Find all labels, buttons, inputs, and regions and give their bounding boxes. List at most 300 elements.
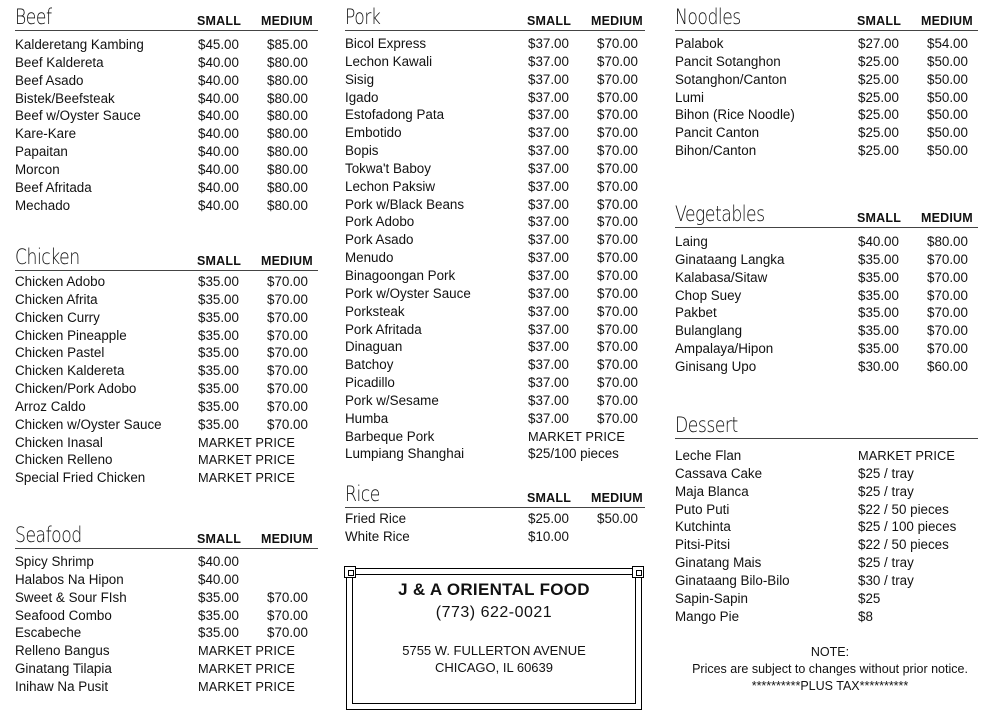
small-price: $25.00 [858, 125, 899, 141]
menu-item [15, 416, 318, 434]
medium-price: $70.00 [597, 36, 638, 51]
item-name: Chicken Adobo [15, 274, 106, 289]
medium-price: $70.00 [597, 375, 638, 391]
item-name: Lechon Paksiw [345, 178, 436, 194]
medium-price: $70.00 [267, 398, 308, 414]
item-name: Leche Flan [675, 448, 742, 463]
small-price: $35.00 [858, 287, 899, 303]
small-price: $40.00 [858, 234, 899, 249]
medium-price: $70.00 [597, 339, 638, 355]
small-price: $40.00 [198, 571, 239, 587]
item-price: MARKET PRICE [198, 643, 295, 659]
medium-price: $70.00 [597, 71, 638, 87]
item-name: Pork Adobo [345, 214, 415, 230]
medium-price: $70.00 [267, 291, 308, 307]
medium-column-header: MEDIUM [921, 211, 973, 225]
menu-item [345, 53, 645, 71]
item-name: Bistek/Beefsteak [15, 90, 115, 106]
section-header [15, 522, 318, 549]
item-name: Cassava Cake [675, 465, 763, 481]
item-price: $25 [858, 590, 881, 606]
medium-price: $70.00 [597, 196, 638, 212]
item-price: $25 / tray [858, 555, 914, 571]
item-name: Chicken Inasal [15, 434, 103, 450]
small-price: $25.00 [858, 53, 899, 69]
item-name: Laing [675, 234, 708, 249]
menu-item [15, 660, 318, 678]
section-title: Vegetables [675, 202, 765, 226]
note-text: Prices are subject to changes without prior notice. [692, 662, 968, 676]
medium-price: $70.00 [267, 309, 308, 325]
small-price: $25.00 [528, 511, 569, 526]
small-price: $35.00 [198, 363, 239, 379]
item-name: Ampalaya/Hipon [675, 341, 774, 357]
small-price: $30.00 [858, 358, 899, 374]
menu-item [345, 285, 645, 303]
medium-price: $70.00 [267, 607, 308, 623]
menu-item [345, 392, 645, 410]
small-price: $35.00 [198, 625, 239, 641]
medium-price: $70.00 [597, 178, 638, 194]
item-name: Estofadong Pata [345, 107, 445, 123]
item-name: Morcon [15, 161, 60, 177]
item-price: $25 / tray [858, 465, 914, 481]
medium-price: $70.00 [267, 416, 308, 432]
item-name: Porksteak [345, 303, 405, 319]
menu-item [15, 571, 318, 589]
menu-item [15, 380, 318, 398]
menu-item [675, 536, 978, 554]
section-noodles [675, 4, 978, 160]
menu-item [15, 589, 318, 607]
menu-item [345, 338, 645, 356]
medium-price: $70.00 [267, 363, 308, 379]
menu-item [345, 231, 645, 249]
small-price: $35.00 [198, 398, 239, 414]
item-name: Chicken Afrita [15, 291, 98, 307]
section-rice [345, 481, 645, 546]
item-name: Escabeche [15, 625, 82, 641]
menu-item [345, 303, 645, 321]
menu-item [15, 291, 318, 309]
small-price: $37.00 [528, 392, 569, 408]
small-price: $37.00 [528, 303, 569, 319]
medium-price: $70.00 [267, 589, 308, 605]
medium-column-header: MEDIUM [261, 532, 313, 546]
medium-price: $50.00 [597, 511, 638, 526]
menu-item [345, 71, 645, 89]
item-name: Fried Rice [345, 511, 407, 526]
medium-price: $70.00 [597, 89, 638, 105]
small-price: $35.00 [858, 341, 899, 357]
small-price: $40.00 [198, 161, 239, 177]
medium-price: $70.00 [597, 321, 638, 337]
item-name: Kutchinta [675, 519, 731, 535]
medium-column-header: MEDIUM [261, 14, 313, 28]
menu-item [15, 607, 318, 625]
menu-item [345, 249, 645, 267]
medium-price: $80.00 [267, 90, 308, 106]
small-price: $35.00 [858, 269, 899, 285]
item-price: $8 [858, 608, 873, 624]
section-title: Rice [345, 482, 380, 506]
item-price: $30 / tray [858, 572, 914, 588]
medium-price: $70.00 [927, 251, 968, 267]
small-price: $25.00 [858, 107, 899, 123]
menu-item [675, 71, 978, 89]
small-column-header: SMALL [197, 254, 242, 268]
menu-item [345, 528, 645, 546]
item-price: $25/100 pieces [528, 446, 619, 462]
menu-item [15, 161, 318, 179]
small-price: $37.00 [528, 321, 569, 337]
medium-price: $80.00 [267, 72, 308, 88]
item-name: White Rice [345, 528, 410, 544]
item-name: Pork w/Sesame [345, 392, 439, 408]
item-name: Kare-Kare [15, 126, 77, 142]
small-price: $35.00 [858, 305, 899, 321]
corner-ornament-icon [344, 566, 356, 578]
menu-item [345, 178, 645, 196]
small-price: $37.00 [528, 214, 569, 230]
menu-item [675, 89, 978, 107]
small-price: $37.00 [528, 160, 569, 176]
item-name: Sapin-Sapin [675, 590, 748, 606]
medium-price: $70.00 [597, 125, 638, 141]
small-price: $37.00 [528, 232, 569, 248]
item-name: Chicken Kaldereta [15, 363, 125, 379]
small-column-header: SMALL [857, 211, 902, 225]
medium-price: $70.00 [927, 341, 968, 357]
medium-price: $70.00 [597, 53, 638, 69]
small-column-header: SMALL [197, 14, 242, 28]
small-price: $37.00 [528, 410, 569, 426]
section-vegetables [675, 201, 978, 376]
menu-item [675, 124, 978, 142]
small-price: $35.00 [198, 381, 239, 397]
medium-price: $80.00 [267, 179, 308, 195]
restaurant-name: J & A ORIENTAL FOOD [398, 580, 590, 599]
section-header [675, 4, 978, 31]
item-price: MARKET PRICE [528, 428, 625, 444]
medium-price: $70.00 [267, 327, 308, 343]
small-column-header: SMALL [197, 532, 242, 546]
section-seafood [15, 522, 318, 696]
item-name: Chicken Pastel [15, 345, 105, 361]
note-heading: NOTE: [810, 645, 850, 659]
menu-item [345, 445, 645, 463]
medium-price: $70.00 [597, 410, 638, 426]
item-name: Papaitan [15, 144, 68, 160]
section-title: Beef [15, 5, 52, 29]
medium-price: $50.00 [927, 89, 968, 105]
small-price: $37.00 [528, 375, 569, 391]
item-name: Chicken Relleno [15, 452, 113, 468]
menu-item [15, 309, 318, 327]
item-name: Pakbet [675, 305, 717, 321]
menu-item [345, 510, 645, 528]
small-price: $37.00 [528, 196, 569, 212]
item-name: Kalderetang Kambing [15, 37, 144, 52]
menu-item [345, 160, 645, 178]
small-price: $25.00 [858, 71, 899, 87]
menu-item [15, 469, 318, 487]
medium-column-header: MEDIUM [591, 491, 643, 505]
item-name: Picadillo [345, 375, 395, 391]
item-price: MARKET PRICE [858, 448, 955, 463]
medium-price: $54.00 [927, 36, 968, 51]
menu-item [345, 142, 645, 160]
item-price: $22 / 50 pieces [858, 501, 949, 517]
item-name: Pork w/Oyster Sauce [345, 285, 471, 301]
section-header [675, 201, 978, 228]
small-price: $37.00 [528, 143, 569, 159]
item-price: MARKET PRICE [198, 661, 295, 677]
menu-item [675, 590, 978, 608]
item-name: Special Fried Chicken [15, 470, 146, 486]
item-price: $25 / 100 pieces [858, 519, 957, 535]
address-line-1: 5755 W. FULLERTON AVENUE [402, 643, 586, 658]
address-line-2: CHICAGO, IL 60639 [434, 660, 553, 675]
menu-item [15, 107, 318, 125]
medium-price: $70.00 [597, 267, 638, 283]
item-name: Beef w/Oyster Sauce [15, 108, 141, 124]
menu-item [675, 53, 978, 71]
medium-price: $85.00 [267, 37, 308, 52]
menu-item [675, 304, 978, 322]
menu-item [345, 124, 645, 142]
medium-price: $60.00 [927, 358, 968, 374]
section-title: Noodles [675, 5, 741, 29]
menu-item [15, 72, 318, 90]
item-name: Ginataang Langka [675, 251, 785, 267]
small-price: $37.00 [528, 107, 569, 123]
menu-item [15, 553, 318, 571]
small-price: $37.00 [528, 178, 569, 194]
small-price: $37.00 [528, 36, 569, 51]
item-name: Maja Blanca [675, 483, 749, 499]
item-name: Kalabasa/Sitaw [675, 269, 768, 285]
item-name: Igado [345, 89, 379, 105]
menu-item [345, 356, 645, 374]
medium-price: $70.00 [597, 250, 638, 266]
section-header [345, 481, 645, 508]
item-price: MARKET PRICE [198, 678, 295, 694]
small-price: $37.00 [528, 125, 569, 141]
medium-price: $70.00 [927, 287, 968, 303]
menu-item [15, 434, 318, 452]
menu-item [345, 89, 645, 107]
menu-item [345, 267, 645, 285]
small-price: $40.00 [198, 126, 239, 142]
medium-price: $70.00 [597, 160, 638, 176]
menu-item [675, 358, 978, 376]
small-price: $10.00 [528, 528, 569, 544]
item-name: Pancit Canton [675, 125, 760, 141]
menu-item [15, 344, 318, 362]
small-price: $35.00 [198, 327, 239, 343]
small-price: $40.00 [198, 72, 239, 88]
item-name: Bihon/Canton [675, 143, 757, 159]
item-name: Batchoy [345, 357, 394, 373]
item-name: Chicken/Pork Adobo [15, 381, 137, 397]
small-price: $35.00 [858, 323, 899, 339]
section-header [15, 244, 318, 271]
menu-item [345, 428, 645, 446]
menu-item [675, 251, 978, 269]
item-name: Beef Kaldereta [15, 54, 104, 70]
section-header [15, 4, 318, 31]
section-title: Dessert [675, 413, 738, 437]
item-name: Lumpiang Shanghai [345, 446, 465, 462]
item-name: Mango Pie [675, 608, 740, 624]
menu-item [15, 362, 318, 380]
menu-item [345, 196, 645, 214]
item-price: $22 / 50 pieces [858, 537, 949, 553]
section-title: Pork [345, 5, 381, 29]
item-name: Binagoongan Pork [345, 267, 456, 283]
small-price: $35.00 [198, 607, 239, 623]
medium-price: $70.00 [267, 625, 308, 641]
item-name: Chicken w/Oyster Sauce [15, 416, 162, 432]
small-price: $40.00 [198, 179, 239, 195]
item-name: Pork Afritada [345, 321, 422, 337]
menu-item [675, 142, 978, 160]
medium-price: $50.00 [927, 107, 968, 123]
medium-price: $80.00 [267, 126, 308, 142]
medium-price: $70.00 [267, 381, 308, 397]
small-column-header: SMALL [527, 491, 572, 505]
medium-price: $80.00 [267, 197, 308, 213]
medium-price: $70.00 [597, 357, 638, 373]
price-note [675, 644, 985, 695]
restaurant-info-box [344, 566, 644, 694]
small-price: $35.00 [858, 251, 899, 267]
menu-item [675, 465, 978, 483]
section-title: Seafood [15, 523, 82, 547]
menu-item [15, 624, 318, 642]
menu-item [15, 36, 318, 54]
menu-item [675, 447, 978, 465]
item-price: MARKET PRICE [198, 452, 295, 468]
menu-item [675, 572, 978, 590]
medium-price: $50.00 [927, 125, 968, 141]
menu-item [15, 642, 318, 660]
menu-item [675, 483, 978, 501]
menu-item [675, 287, 978, 305]
menu-item [15, 678, 318, 696]
item-name: Chop Suey [675, 287, 742, 303]
item-name: Dinaguan [345, 339, 403, 355]
item-name: Tokwa't Baboy [345, 160, 431, 176]
medium-column-header: MEDIUM [921, 14, 973, 28]
item-name: Puto Puti [675, 501, 730, 517]
medium-price: $70.00 [597, 392, 638, 408]
item-name: Seafood Combo [15, 607, 112, 623]
item-name: Ginatang Tilapia [15, 661, 112, 677]
item-name: Bicol Express [345, 36, 427, 51]
section-header [345, 4, 645, 31]
tax-note: **********PLUS TAX********** [751, 679, 909, 693]
medium-price: $70.00 [597, 107, 638, 123]
small-price: $40.00 [198, 108, 239, 124]
item-name: Humba [345, 410, 389, 426]
item-name: Pork w/Black Beans [345, 196, 465, 212]
menu-item [345, 35, 645, 53]
small-column-header: SMALL [527, 14, 572, 28]
small-price: $40.00 [198, 197, 239, 213]
item-name: Beef Asado [15, 72, 84, 88]
item-name: Inihaw Na Pusit [15, 678, 109, 694]
item-name: Mechado [15, 197, 71, 213]
item-name: Arroz Caldo [15, 398, 86, 414]
medium-price: $70.00 [927, 269, 968, 285]
item-name: Ginatang Mais [675, 555, 762, 571]
medium-column-header: MEDIUM [261, 254, 313, 268]
menu-item [15, 327, 318, 345]
item-name: Lumi [675, 89, 705, 105]
item-price: $25 / tray [858, 483, 914, 499]
item-name: Spicy Shrimp [15, 554, 94, 569]
item-name: Ginataang Bilo-Bilo [675, 572, 790, 588]
menu-item [15, 90, 318, 108]
item-price: MARKET PRICE [198, 434, 295, 450]
small-price: $25.00 [858, 143, 899, 159]
menu-item [15, 143, 318, 161]
small-price: $35.00 [198, 291, 239, 307]
small-price: $37.00 [528, 250, 569, 266]
menu-item [675, 554, 978, 572]
section-header [675, 412, 978, 439]
menu-item [345, 374, 645, 392]
small-price: $35.00 [198, 589, 239, 605]
menu-item [675, 608, 978, 626]
item-name: Sisig [345, 71, 375, 87]
small-price: $35.00 [198, 274, 239, 289]
restaurant-phone[interactable]: (773) 622-0021 [435, 604, 553, 621]
item-name: Bulanglang [675, 323, 743, 339]
menu-item [675, 518, 978, 536]
small-price: $37.00 [528, 285, 569, 301]
section-dessert [675, 412, 978, 625]
medium-price: $70.00 [267, 274, 308, 289]
medium-price: $70.00 [597, 143, 638, 159]
item-name: Sotanghon/Canton [675, 71, 787, 87]
item-name: Beef Afritada [15, 179, 92, 195]
small-price: $37.00 [528, 53, 569, 69]
medium-price: $70.00 [927, 323, 968, 339]
item-name: Pancit Sotanghon [675, 53, 781, 69]
corner-ornament-icon [632, 566, 644, 578]
section-pork [345, 4, 645, 463]
item-name: Bopis [345, 143, 379, 159]
section-chicken [15, 244, 318, 487]
menu-item [345, 410, 645, 428]
section-title: Chicken [15, 245, 80, 269]
medium-price: $80.00 [267, 144, 308, 160]
menu-item [675, 35, 978, 53]
item-name: Embotido [345, 125, 402, 141]
menu-item [675, 340, 978, 358]
medium-price: $80.00 [267, 161, 308, 177]
menu-item [675, 501, 978, 519]
section-beef [15, 4, 318, 214]
small-price: $35.00 [198, 309, 239, 325]
medium-price: $50.00 [927, 143, 968, 159]
menu-item [15, 125, 318, 143]
menu-item [675, 269, 978, 287]
medium-price: $80.00 [927, 234, 968, 249]
